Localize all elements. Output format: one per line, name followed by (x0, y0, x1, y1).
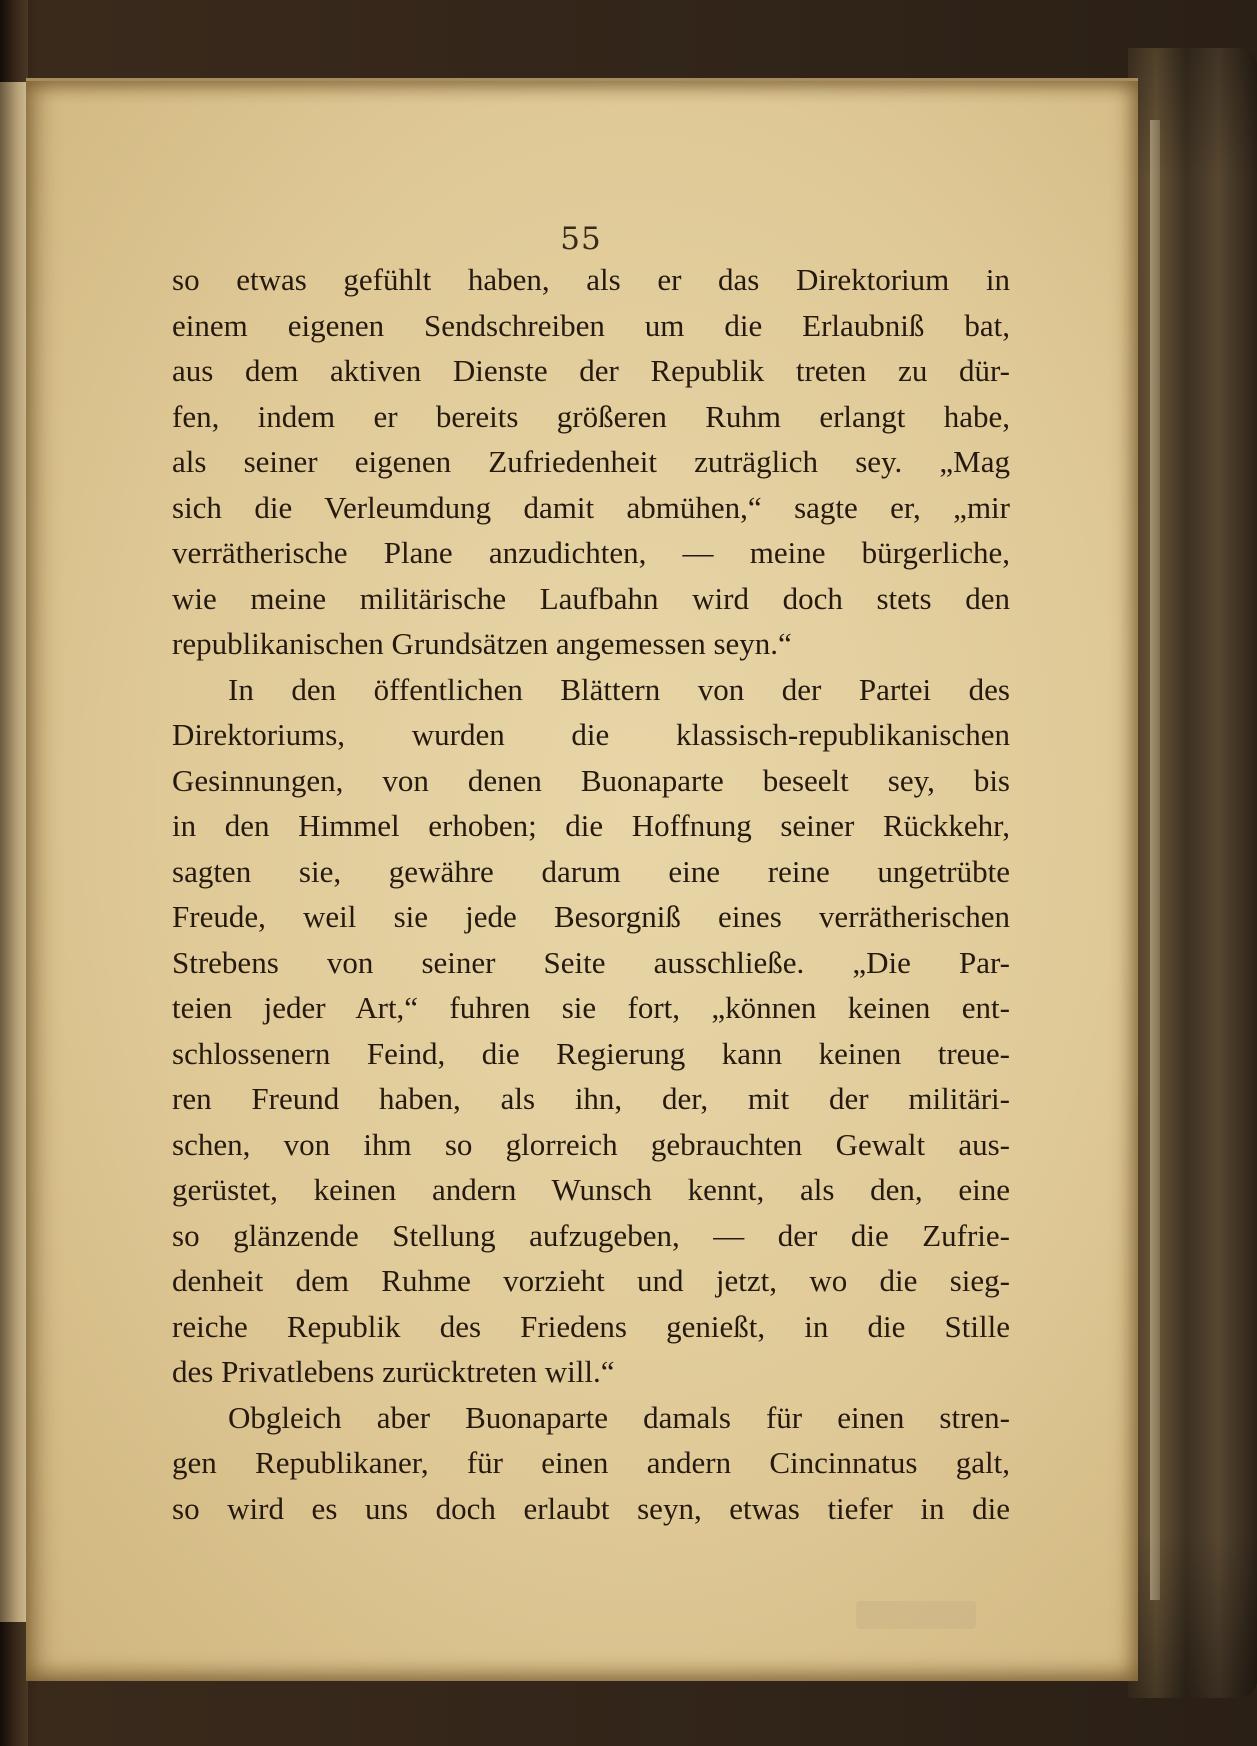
text-line: fen, indem er bereits größeren Ruhm erlangt habe, (172, 398, 1010, 434)
text-line: Gesinnungen, von denen Buonaparte beseelt sey, bis (172, 762, 1010, 798)
faded-stamp-mark (856, 1601, 976, 1629)
text-line: Direktoriums, wurden die klassisch-republikanischen (172, 717, 1010, 752)
text-line: Freude, weil sie jede Besorgniß eines verrätherischen (172, 899, 1010, 934)
text-line: in den Himmel erhoben; die Hoffnung seiner Rückkehr, (172, 808, 1010, 843)
text-line: so wird es uns doch erlaubt seyn, etwas tiefer in die (172, 1490, 1010, 1526)
text-line: teien jeder Art,“ fuhren sie fort, „können keinen ent- (172, 990, 1010, 1025)
text-line: einem eigenen Sendschreiben um die Erlaubniß bat, (172, 307, 1010, 343)
text-line: aus dem aktiven Dienste der Republik treten zu dür- (172, 353, 1010, 388)
text-line: so glänzende Stellung aufzugeben, — der die Zufrie- (172, 1217, 1010, 1253)
book-page (26, 78, 1138, 1681)
text-line: republikanischen Grundsätzen angemessen seyn.“ (172, 626, 792, 661)
text-line: sich die Verleumdung damit abmühen,“ sagte er, „mir (172, 489, 1010, 525)
text-line: wie meine militärische Laufbahn wird doch stets den (172, 580, 1010, 616)
page-body-text (172, 257, 1010, 1531)
text-line: als seiner eigenen Zufriedenheit zuträglich sey. „Mag (172, 444, 1010, 479)
text-line: so etwas gefühlt haben, als er das Direktorium in (172, 262, 1010, 297)
book-cover-board (1128, 48, 1257, 1698)
text-line: gen Republikaner, für einen andern Cincinnatus galt, (172, 1445, 1010, 1480)
paragraph-start-line: Obgleich aber Buonaparte damals für einen stren- (228, 1399, 1010, 1435)
text-line: sagten sie, gewähre darum eine reine ungetrübte (172, 853, 1010, 889)
page-stack-edge (1150, 120, 1160, 1600)
text-line: reiche Republik des Friedens genießt, in die Stille (172, 1308, 1010, 1344)
paragraph-start-line: In den öffentlichen Blättern von der Partei des (228, 671, 1010, 707)
text-line: schlossenern Feind, die Regierung kann keinen treue- (172, 1035, 1010, 1071)
text-line: verrätherische Plane anzudichten, — meine bürgerliche, (172, 535, 1010, 570)
text-line: ren Freund haben, als ihn, der, mit der militäri- (172, 1081, 1010, 1116)
page-number: 55 (560, 221, 602, 257)
text-line: gerüstet, keinen andern Wunsch kennt, als den, eine (172, 1172, 1010, 1207)
text-line: Strebens von seiner Seite ausschließe. „Die Par- (172, 944, 1010, 980)
text-line: denheit dem Ruhme vorzieht und jetzt, wo die sieg- (172, 1263, 1010, 1298)
text-line: des Privatlebens zurücktreten will.“ (172, 1354, 615, 1389)
text-line: schen, von ihm so glorreich gebrauchten Gewalt aus- (172, 1126, 1010, 1162)
